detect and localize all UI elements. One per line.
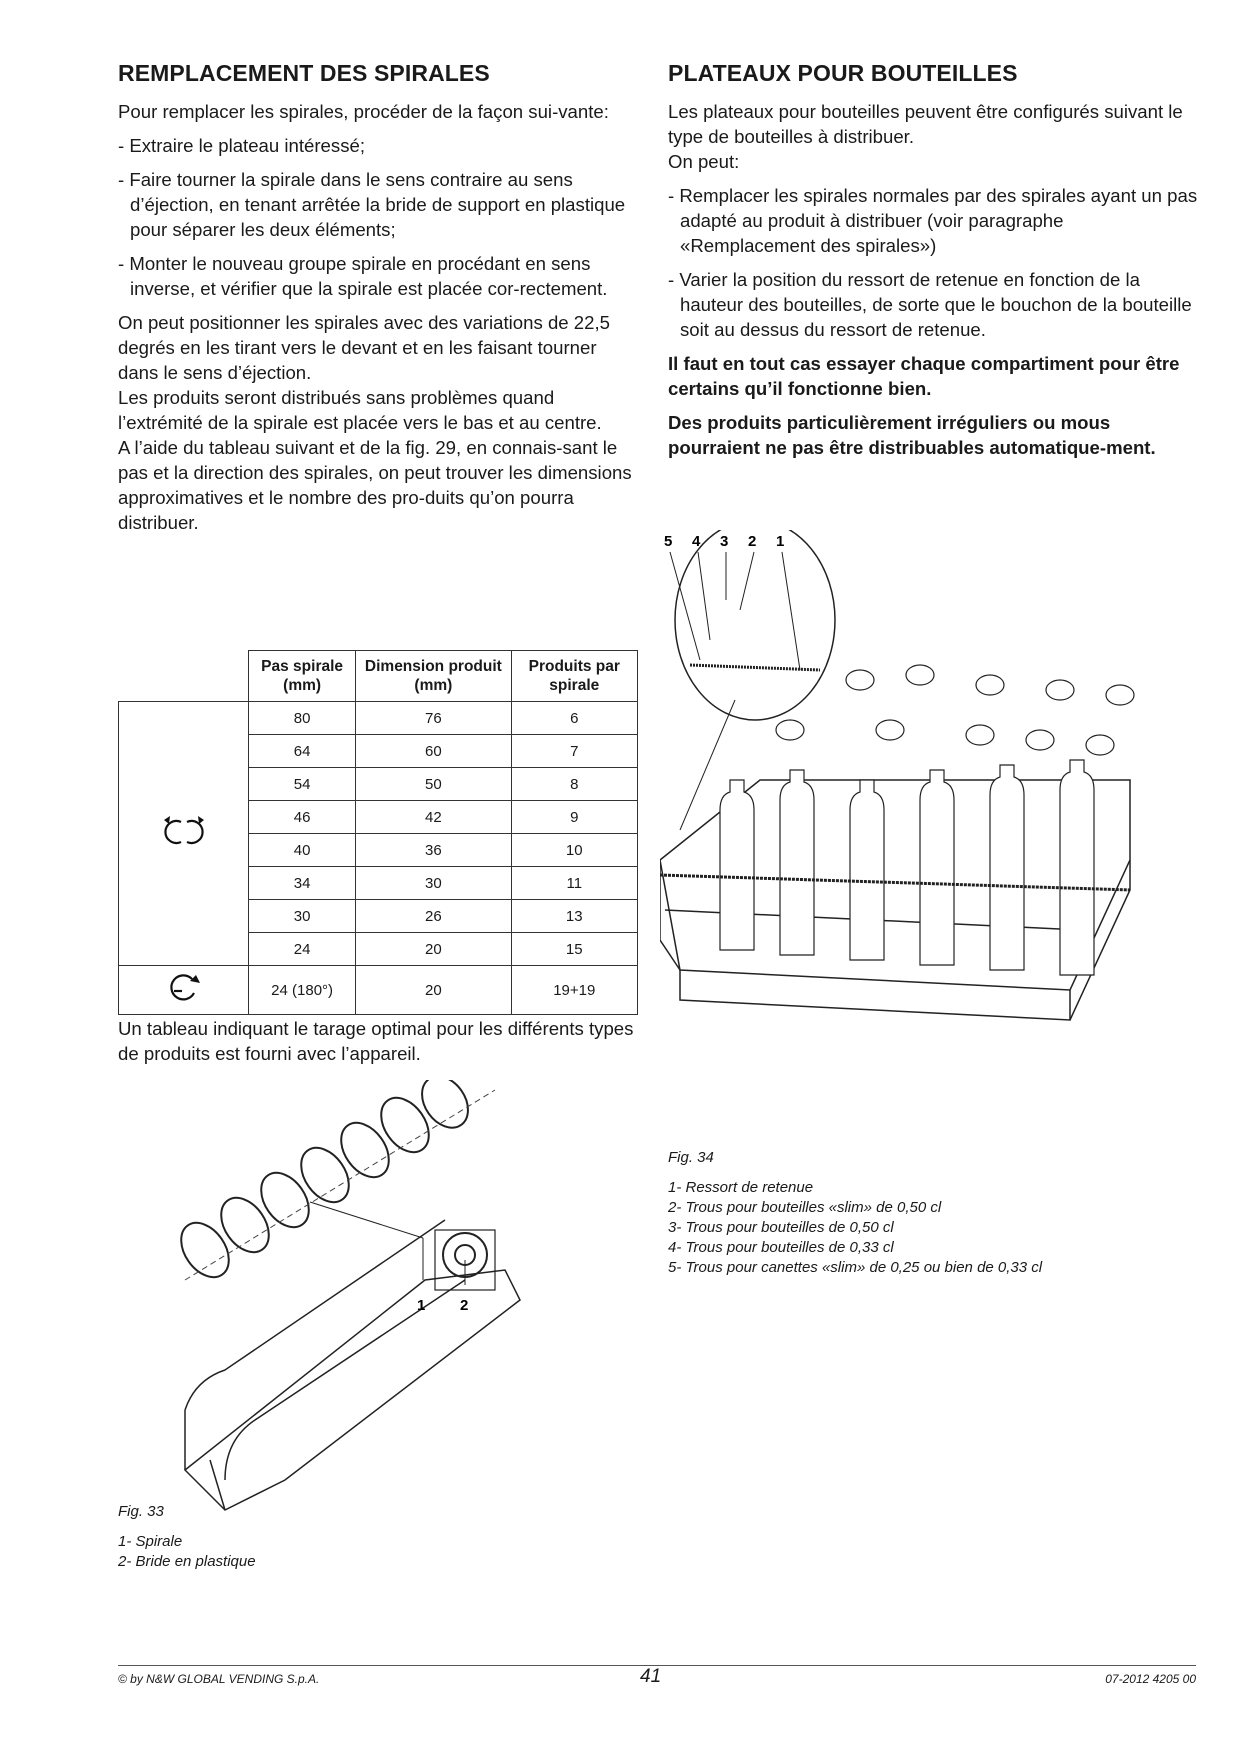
table-row: 64 60 7: [119, 735, 638, 768]
fig34-item-2: 2- Trous pour bouteilles «slim» de 0,50 cl: [668, 1199, 942, 1216]
fig34-item-1: 1- Ressort de retenue: [668, 1179, 814, 1196]
footer-code: 07-2012 4205 00: [1105, 1672, 1196, 1686]
paragraph-positioning: On peut positionner les spirales avec des variations de 22,5 degrés en les tirant vers le devant et en les faisant tourner dans le sens d’éjection.: [118, 312, 610, 383]
table-header-row: [119, 651, 638, 702]
fig33-item-2: 2- Bride en plastique: [118, 1553, 256, 1570]
rotation-arrow-icon: [119, 966, 249, 1015]
bottle-intro: Les plateaux pour bouteilles peuvent être configurés suivant le type de bouteilles à distribuer.: [668, 101, 1183, 147]
table-row: 24 20 15: [119, 933, 638, 966]
figure-33-label: Fig. 33: [118, 1503, 164, 1520]
header-dimension: Dimension produit (mm): [356, 651, 511, 702]
callout-5: 5: [664, 533, 673, 550]
left-column: [118, 60, 638, 535]
paragraph-distribution: Les produits seront distribués sans problèmes quand l’extrémité de la spirale est placée vers le bas et au centre.: [118, 387, 602, 433]
fig34-item-3: 3- Trous pour bouteilles de 0,50 cl: [668, 1219, 894, 1236]
callout-2: 2: [460, 1297, 469, 1314]
header-products: Produits par spirale: [511, 651, 637, 702]
fig34-item-5: 5- Trous pour canettes «slim» de 0,25 ou bien de 0,33 cl: [668, 1259, 1043, 1276]
table-row: 46 42 9: [119, 801, 638, 834]
table-row: 34 30 11: [119, 867, 638, 900]
double-spiral-icon: [119, 702, 249, 966]
footer-copyright: © by N&W GLOBAL VENDING S.p.A.: [118, 1672, 320, 1686]
callout-4: 4: [692, 533, 701, 550]
table-row-last: 24 (180°) 20 19+19: [119, 966, 638, 1015]
step-3: - Monter le nouveau groupe spirale en procédant en sens inverse, et vérifier que la spirale est placée cor-rectement.: [118, 253, 608, 299]
callout-1: 1: [417, 1297, 426, 1314]
step-1: - Extraire le plateau intéressé;: [118, 135, 366, 156]
warning-2: Des produits particulièrement irréguliers ou mous pourraient ne pas être distribuables automatique-ment.: [668, 412, 1156, 458]
right-column: [668, 60, 1198, 460]
figure-34-label: Fig. 34: [668, 1149, 714, 1166]
bottle-step-2: - Varier la position du ressort de retenue en fonction de la hauteur des bouteilles, de sorte que le bouchon de la bouteille soit au dessus du ressort de retenue.: [668, 269, 1192, 340]
header-pitch: Pas spirale (mm): [249, 651, 356, 702]
paragraph-table-ref: A l’aide du tableau suivant et de la fig. 29, en connais-sant le pas et la direction des spirales, on peut trouver les dimensions approximatives et le nombre des pro-duits qu’on pourra distribuer.: [118, 437, 632, 533]
callout-1: 1: [776, 533, 785, 550]
fig33-item-1: 1- Spirale: [118, 1533, 183, 1550]
callout-2: 2: [748, 533, 757, 550]
section-title-spirales: REMPLACEMENT DES SPIRALES: [118, 60, 490, 86]
figure-33-caption: [118, 1502, 256, 1572]
fig34-item-4: 4- Trous pour bouteilles de 0,33 cl: [668, 1239, 894, 1256]
warning-1: Il faut en tout cas essayer chaque compartiment pour être certains qu’il fonctionne bien.: [668, 353, 1180, 399]
bottle-intro-2: On peut:: [668, 151, 740, 172]
callout-3: 3: [720, 533, 729, 550]
spiral-table: [118, 650, 638, 1015]
step-2: - Faire tourner la spirale dans le sens contraire au sens d’éjection, en tenant arrêtée la bride de support en plastique pour séparer les deux éléments;: [118, 169, 626, 240]
section-title-bouteilles: PLATEAUX POUR BOUTEILLES: [668, 60, 1018, 86]
table-row: 30 26 13: [119, 900, 638, 933]
page-number: 41: [640, 1666, 662, 1687]
figure-34-bottle-tray: [660, 530, 1180, 1075]
figure-34-caption: [668, 1148, 1042, 1278]
table-row: 54 50 8: [119, 768, 638, 801]
figure-33-spiral: [165, 1080, 565, 1525]
intro-text: Pour remplacer les spirales, procéder de la façon sui-vante:: [118, 101, 609, 122]
tarage-note: Un tableau indiquant le tarage optimal pour les différents types de produits est fourni avec l’appareil.: [118, 1018, 634, 1064]
table-row: 80 76 6: [119, 702, 638, 735]
bottle-step-1: - Remplacer les spirales normales par des spirales ayant un pas adapté au produit à distribuer (voir paragraphe «Remplacement des spirales»): [668, 185, 1198, 256]
table-row: 40 36 10: [119, 834, 638, 867]
